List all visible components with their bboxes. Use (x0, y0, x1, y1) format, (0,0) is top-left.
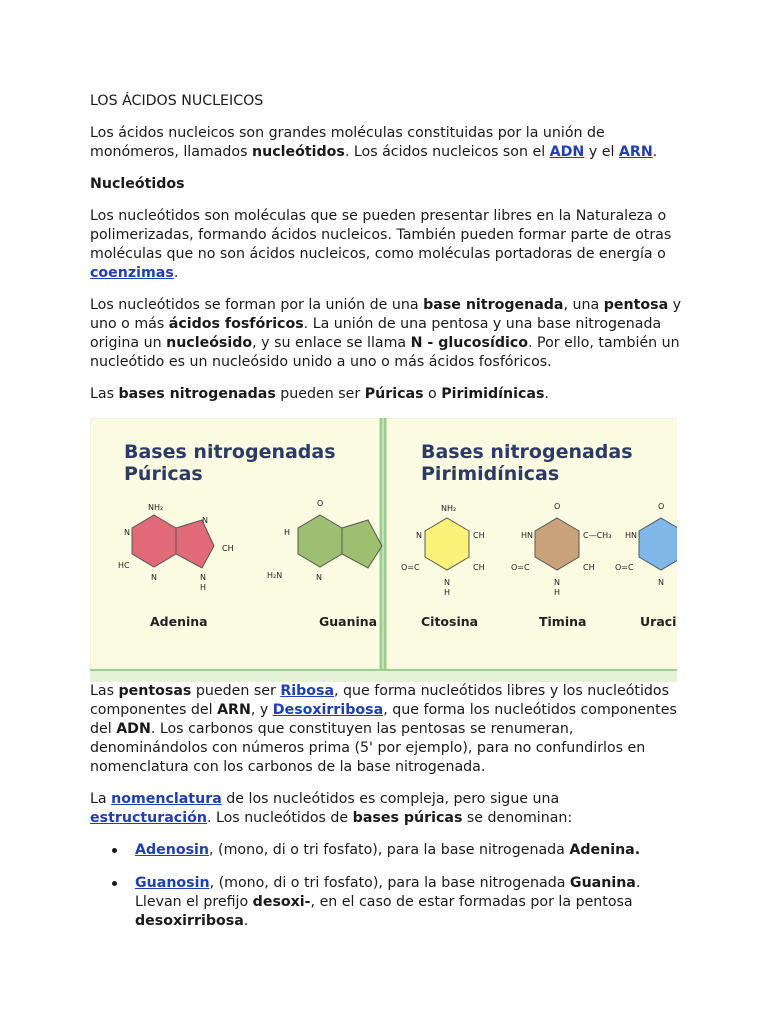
atom-label: O=C (615, 563, 634, 572)
label-guanina: Guanina (319, 614, 378, 629)
link-adn[interactable]: ADN (549, 144, 585, 160)
atom-label: H (200, 583, 207, 592)
document-title: LOS ÁCIDOS NUCLEICOS (90, 93, 264, 109)
atom-label: H (554, 588, 561, 597)
atom-label: O (317, 499, 324, 508)
link-estructuracion[interactable]: estructuración (90, 810, 207, 826)
label-uracilo: Uraci (640, 614, 677, 629)
nomenclatura-paragraph: La nomenclatura de los nucleótidos es compleja, pero sigue una estructuración. Los nucleótidos de bases púricas se denominan: (90, 791, 573, 826)
intro-paragraph: Los ácidos nucleicos son grandes moléculas constituidas por la unión de monómeros, llamados nucleótidos. Los ácidos nucleicos son el ADN y el ARN. (90, 125, 658, 160)
atom-label: NH₂ (441, 504, 457, 513)
label-timina: Timina (539, 614, 587, 629)
purine-nucleotide-list (90, 841, 685, 931)
atom-label: H₂N (267, 571, 283, 580)
label-adenina: Adenina (150, 614, 208, 629)
link-coenzimas[interactable]: coenzimas (90, 265, 174, 281)
list-item: Adenosin, (mono, di o tri fosfato), para la base nitrogenada Adenina. (90, 841, 685, 860)
atom-label: HN (625, 531, 637, 540)
bullet-icon (112, 881, 117, 886)
atom-label: N (316, 573, 322, 582)
purine-title-line1: Bases nitrogenadas (124, 441, 336, 463)
atom-label: N (554, 578, 560, 587)
atom-label: O=C (401, 563, 420, 572)
label-citosina: Citosina (421, 614, 479, 629)
bases-paragraph: Las bases nitrogenadas pueden ser Púricas o Pirimidínicas. (90, 386, 549, 402)
atom-label: N (151, 573, 157, 582)
atom-label: N (416, 531, 422, 540)
atom-label: O=C (511, 563, 530, 572)
atom-label: CH (473, 563, 485, 572)
link-adenosin[interactable]: Adenosin (135, 842, 210, 858)
list-item: Guanosin, (mono, di o tri fosfato), para la base nitrogenada Guanina. Llevan el prefijo desoxi-, en el caso de estar formadas por la pentosa desoxirribosa. (90, 874, 685, 931)
atom-label: HC (118, 561, 130, 570)
atom-label: C—CH₃ (583, 531, 612, 540)
link-guanosin[interactable]: Guanosin (135, 875, 210, 891)
purine-title-line2: Púricas (124, 463, 203, 485)
link-arn[interactable]: ARN (618, 144, 653, 160)
atom-label: O (554, 502, 561, 511)
atom-label: N (202, 516, 208, 525)
figure-bottom-strip (90, 671, 677, 682)
atom-label: N (658, 578, 664, 587)
link-nomenclatura[interactable]: nomenclatura (111, 791, 222, 807)
pyrimidine-title-line1: Bases nitrogenadas (421, 441, 633, 463)
link-desoxirribosa[interactable]: Desoxirribosa (272, 702, 384, 718)
atom-label: CH (473, 531, 485, 540)
atom-label: CH (583, 563, 595, 572)
nucleotidos-paragraph: Los nucleótidos son moléculas que se pueden presentar libres en la Naturaleza o polimerizadas, formando ácidos nucleicos. También pueden formar parte de otras moléculas que no son ácidos nucleicos, como moléculas portadoras de energía o coenzimas. (90, 208, 672, 281)
link-ribosa[interactable]: Ribosa (280, 683, 335, 699)
atom-label: O (658, 502, 665, 511)
atom-label: H (284, 528, 291, 537)
atom-label: N (124, 528, 130, 537)
atom-label: N (444, 578, 450, 587)
atom-label: NH₂ (148, 503, 164, 512)
pentosas-paragraph: Las pentosas pueden ser Ribosa, que forma nucleótidos libres y los nucleótidos componentes del ARN, y Desoxirribosa, que forma los nucleótidos componentes del ADN. Los carbonos que constituyen las pentosas se renumeran, denominándolos con números prima (5' por ejemplo), para no confundirlos en nomenclatura con los carbonos de la base nitrogenada. (90, 683, 677, 775)
bases-diagram (90, 418, 677, 682)
atom-label: CH (222, 544, 234, 553)
atom-label: H (444, 588, 451, 597)
nitrogenous-bases-figure (90, 418, 677, 682)
bullet-icon (112, 848, 117, 853)
section-heading-nucleotidos: Nucleótidos (90, 176, 185, 192)
formation-paragraph: Los nucleótidos se forman por la unión de una base nitrogenada, una pentosa y uno o más ácidos fosfóricos. La unión de una pentosa y una base nitrogenada origina un nucleósido, y su enlace se llama N - glucosídico. Por ello, también un nucleótido es un nucleósido unido a uno o más ácidos fosfóricos. (90, 297, 682, 370)
atom-label: N (200, 573, 206, 582)
pyrimidine-title-line2: Pirimidínicas (421, 463, 560, 485)
atom-label: HN (521, 531, 533, 540)
